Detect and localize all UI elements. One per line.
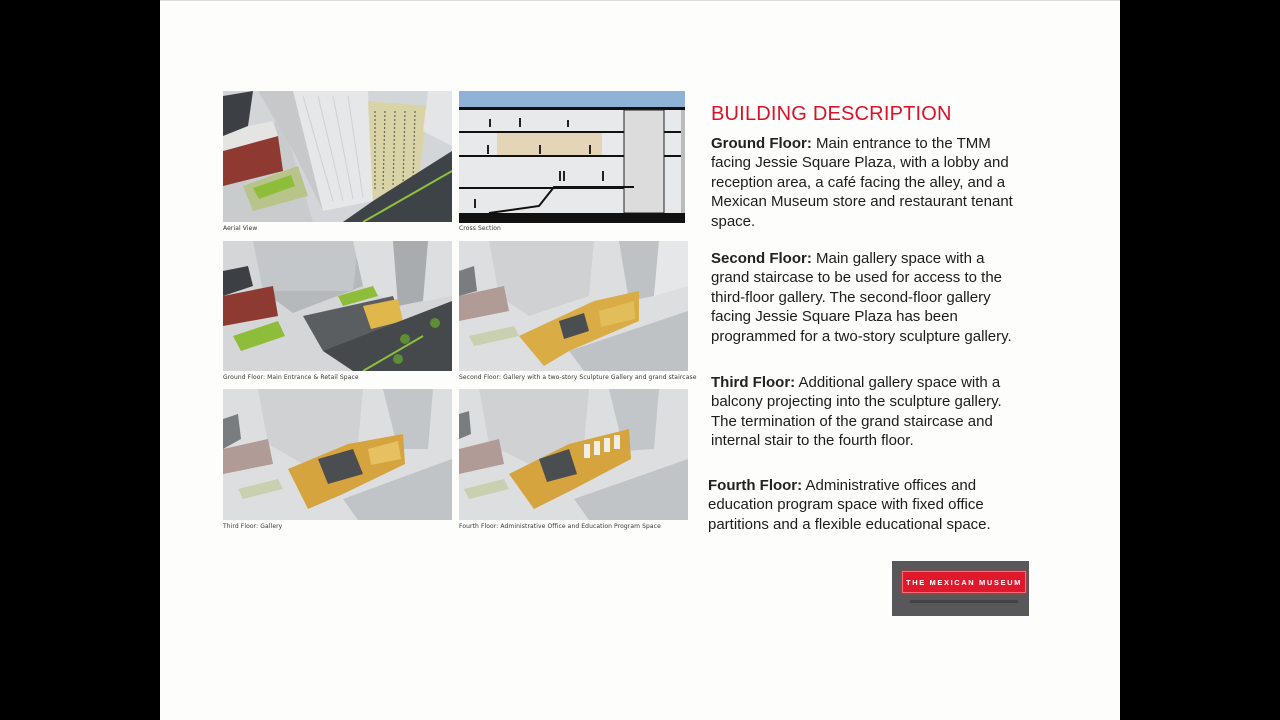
slide-title: BUILDING DESCRIPTION [711, 103, 952, 125]
section-heading: Third Floor: [711, 374, 796, 391]
section-heading: Fourth Floor: [708, 477, 803, 494]
section-text: Additional gallery space with a balcony projecting into the sculpture gallery. The termination of the grand staircase and internal stair to the fourth floor. [711, 374, 1002, 450]
section-text: Main gallery space with a grand staircase to be used for access to the third-floor gallery. The second-floor gallery facing Jessie Square Plaza has been programmed for a two-story sculpture gallery. [711, 250, 1012, 345]
figure-caption: Aerial View [223, 225, 258, 232]
fourth-floor-image [459, 389, 688, 520]
third-floor-image [223, 389, 452, 520]
figure-caption: Second Floor: Gallery with a two-story Sculpture Gallery and grand staircase [459, 374, 697, 381]
section-heading: Second Floor: [711, 250, 812, 267]
logo-tagline-bar [910, 600, 1018, 603]
figure-caption: Cross Section [459, 225, 501, 232]
figure-caption: Fourth Floor: Administrative Office and Education Program Space [459, 523, 661, 530]
aerial-view-image [223, 91, 452, 222]
ground-floor-image [223, 241, 452, 371]
second-floor-description [711, 249, 1016, 346]
section-heading: Ground Floor: [711, 135, 812, 152]
figure-caption: Third Floor: Gallery [223, 523, 283, 530]
slide [160, 0, 1120, 720]
section-text: Main entrance to the TMM facing Jessie Square Plaza, with a lobby and reception area, a café facing the alley, and a Mexican Museum store and restaurant tenant space. [711, 135, 1013, 230]
figure-caption: Ground Floor: Main Entrance & Retail Space [223, 374, 359, 381]
fourth-floor-description [708, 476, 1013, 534]
third-floor-description [711, 373, 1016, 451]
section-text: Administrative offices and education program space with fixed office partitions and a flexible educational space. [708, 477, 991, 533]
ground-floor-description [711, 134, 1016, 231]
mexican-museum-logo [892, 561, 1029, 616]
cross-section-image [459, 91, 685, 223]
logo-wordmark: THE MEXICAN MUSEUM [902, 571, 1026, 593]
second-floor-image [459, 241, 688, 371]
